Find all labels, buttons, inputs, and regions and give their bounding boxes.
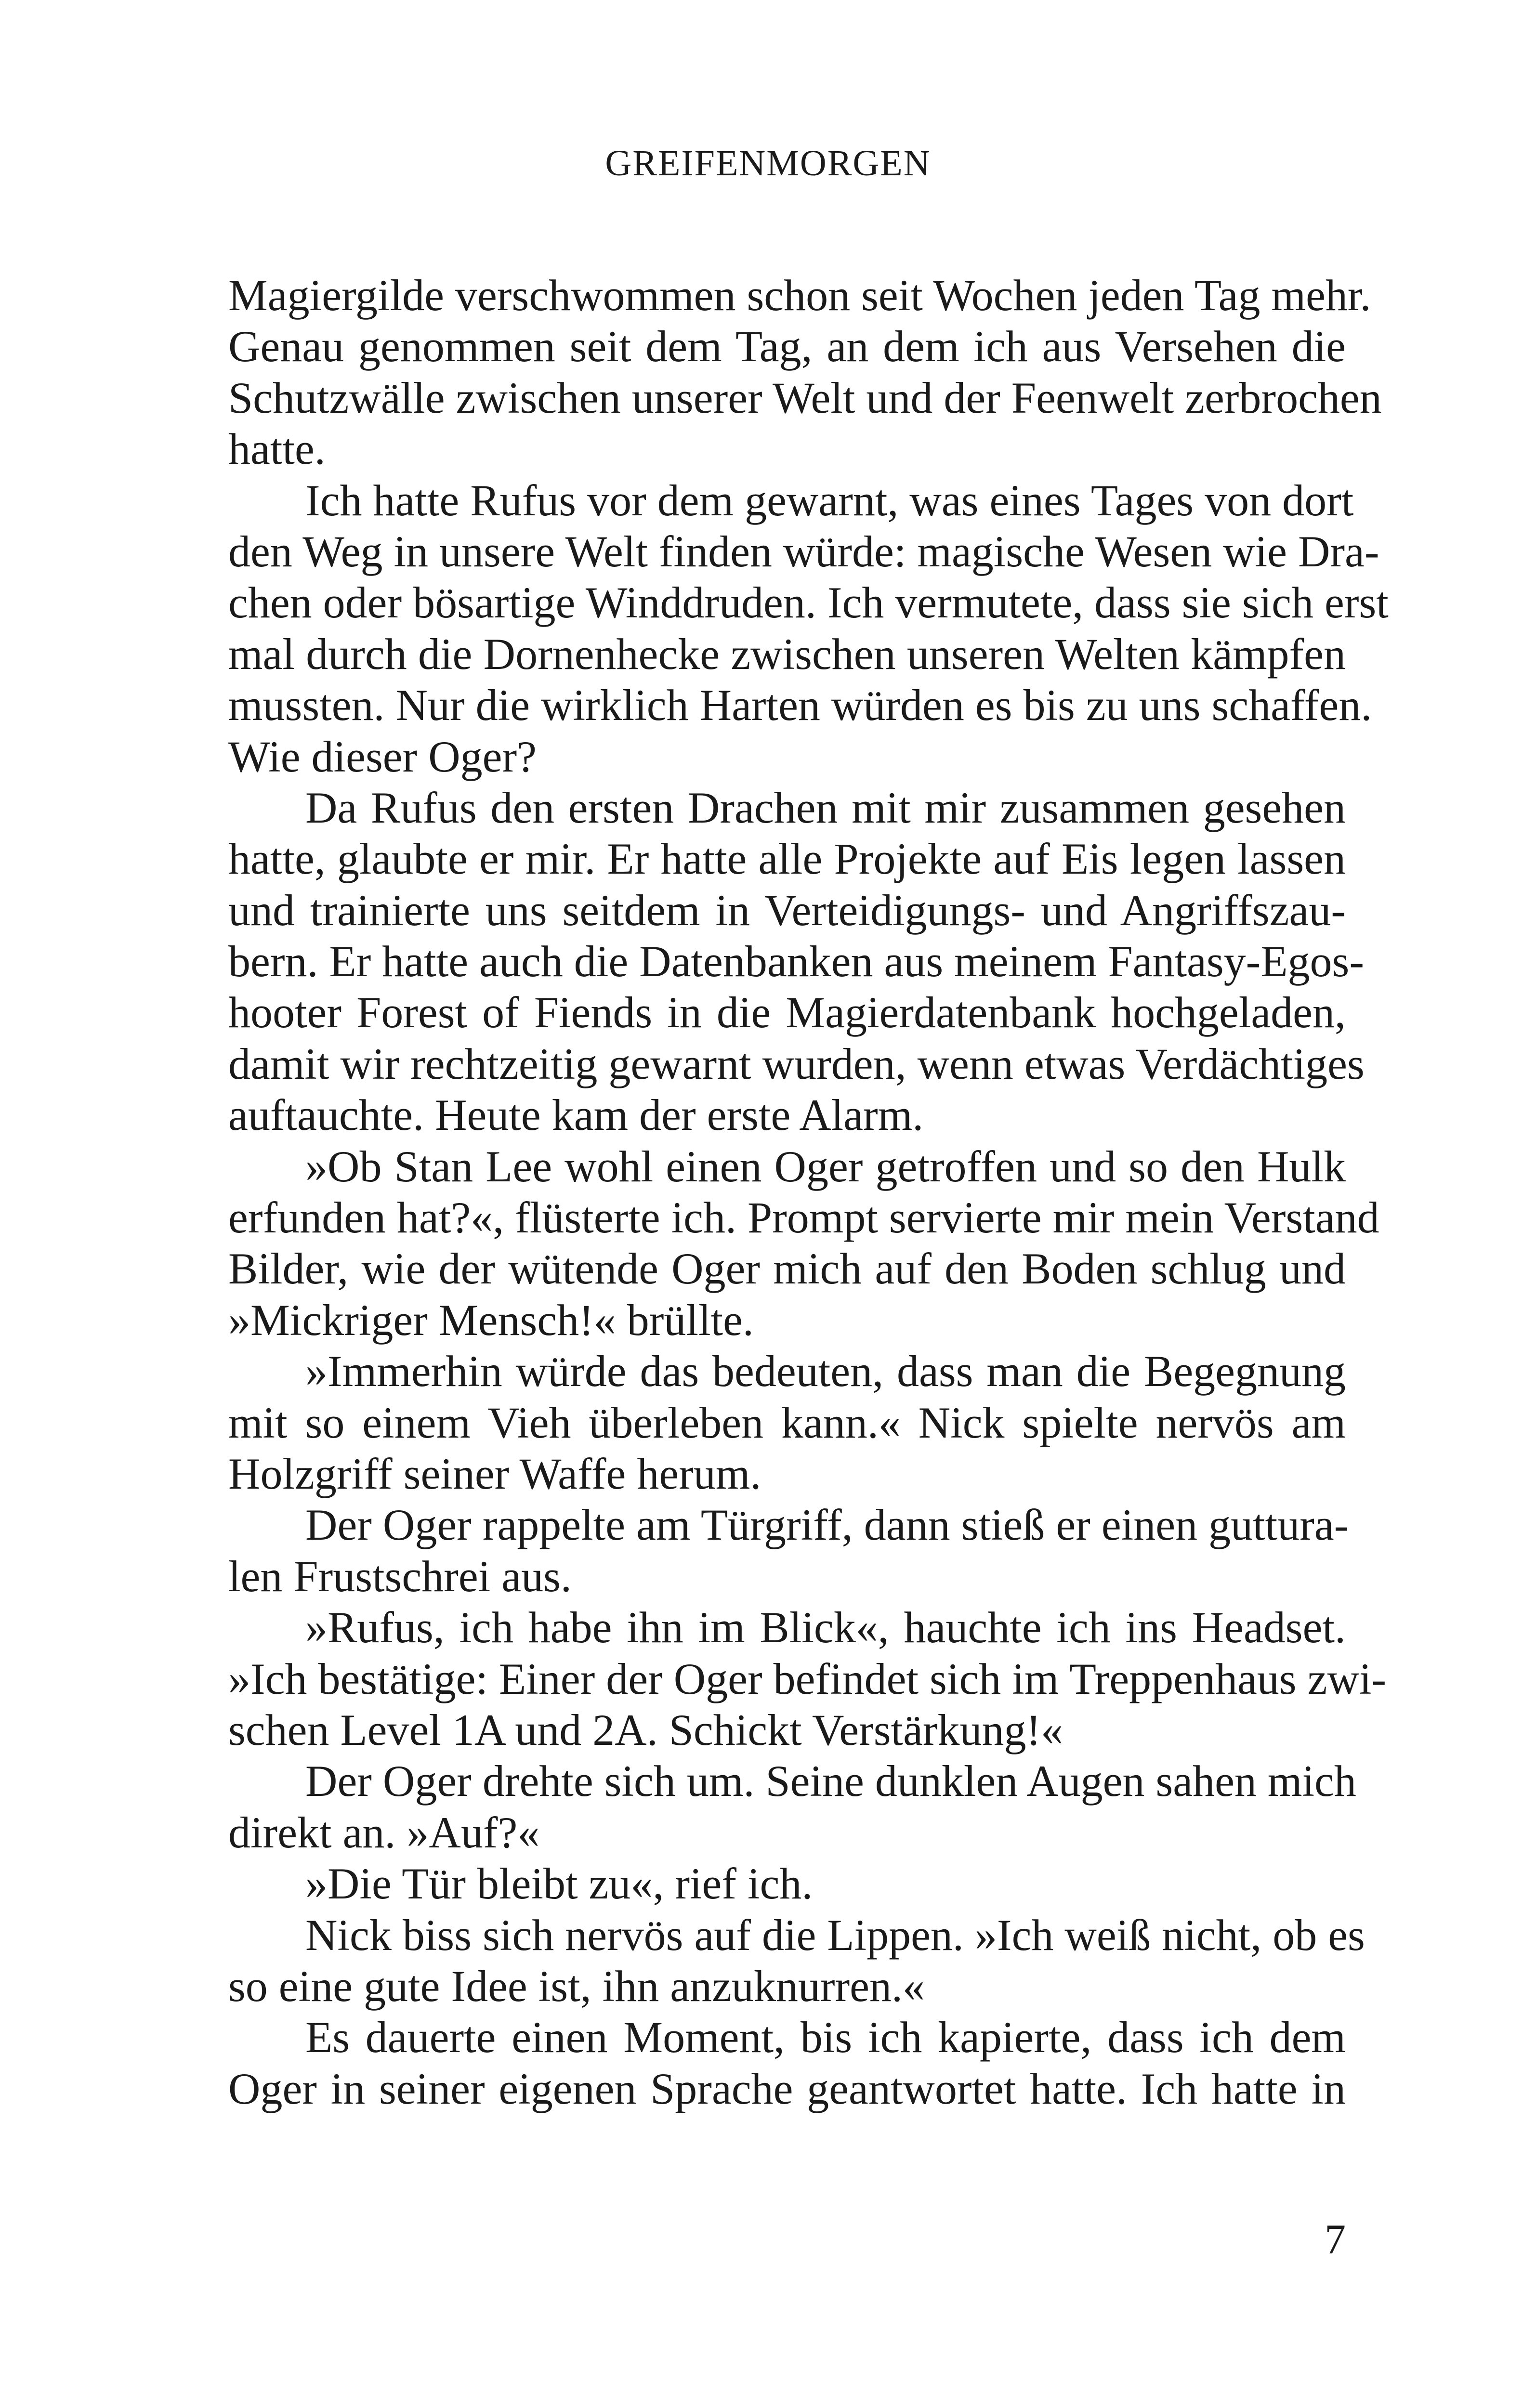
text-line: Ich hatte Rufus vor dem gewarnt, was eines Tages von dort <box>305 475 1354 525</box>
text-line: direkt an. »Auf?« <box>228 1807 540 1857</box>
text-line: Oger in seiner eigenen Sprache geantwortet hatte. Ich hatte in <box>228 2064 1346 2113</box>
text-line: hatte, glaubte er mir. Er hatte alle Projekte auf Eis legen lassen <box>228 834 1346 884</box>
page-number: 7 <box>1325 2216 1346 2263</box>
text-line: Es dauerte einen Moment, bis ich kapierte, dass ich dem <box>305 2013 1346 2062</box>
text-line: Der Oger rappelte am Türgriff, dann stieß er einen guttura- <box>305 1500 1349 1550</box>
text-line: »Ob Stan Lee wohl einen Oger getroffen und so den Hulk <box>305 1141 1346 1191</box>
body-text <box>228 270 1389 2114</box>
text-line: und trainierte uns seitdem in Verteidigungs- und Angriffszau- <box>228 885 1346 935</box>
text-line: so eine gute Idee ist, ihn anzuknurren.« <box>228 1961 925 2011</box>
text-line: damit wir rechtzeitig gewarnt wurden, wenn etwas Verdächtiges <box>228 1039 1365 1088</box>
text-line: Schutzwälle zwischen unserer Welt und der Feenwelt zerbrochen <box>228 373 1382 422</box>
text-line: len Frustschrei aus. <box>228 1551 572 1601</box>
text-line: »Rufus, ich habe ihn im Blick«, hauchte ich ins Headset. <box>305 1603 1346 1652</box>
text-line: »Mickriger Mensch!« brüllte. <box>228 1295 754 1345</box>
text-line: »Immerhin würde das bedeuten, dass man die Begegnung <box>305 1347 1346 1396</box>
text-line: chen oder bösartige Winddruden. Ich vermutete, dass sie sich erst <box>228 578 1389 628</box>
text-line: Bilder, wie der wütende Oger mich auf den Boden schlug und <box>228 1244 1346 1294</box>
text-line: »Ich bestätige: Einer der Oger befindet sich im Treppenhaus zwi- <box>228 1654 1387 1703</box>
text-line: Genau genommen seit dem Tag, an dem ich aus Versehen die <box>228 322 1346 371</box>
text-line: mit so einem Vieh überleben kann.« Nick spielte nervös am <box>228 1398 1346 1447</box>
text-line: erfunden hat?«, flüsterte ich. Prompt servierte mir mein Verstand <box>228 1193 1379 1243</box>
text-line: auftauchte. Heute kam der erste Alarm. <box>228 1090 924 1140</box>
running-head: GREIFENMORGEN <box>605 143 931 183</box>
text-line: bern. Er hatte auch die Datenbanken aus meinem Fantasy-Egos- <box>228 937 1364 986</box>
text-line: mussten. Nur die wirklich Harten würden es bis zu uns schaffen. <box>228 681 1372 730</box>
text-line: schen Level 1A und 2A. Schickt Verstärkung!« <box>228 1705 1063 1754</box>
text-line: Nick biss sich nervös auf die Lippen. »Ich weiß nicht, ob es <box>305 1910 1365 1960</box>
text-line: den Weg in unsere Welt finden würde: magische Wesen wie Dra- <box>228 526 1379 576</box>
text-line: Magiergilde verschwommen schon seit Wochen jeden Tag mehr. <box>228 271 1371 320</box>
text-line: hatte. <box>228 424 326 474</box>
text-line: hooter Forest of Fiends in die Magierdatenbank hochgeladen, <box>228 988 1346 1037</box>
text-line: Wie dieser Oger? <box>228 732 537 781</box>
text-line: Holzgriff seiner Waffe herum. <box>228 1449 761 1498</box>
text-line: Da Rufus den ersten Drachen mit mir zusammen gesehen <box>305 783 1346 832</box>
text-line: mal durch die Dornenhecke zwischen unseren Welten kämpfen <box>228 629 1346 679</box>
text-line: »Die Tür bleibt zu«, rief ich. <box>305 1859 813 1909</box>
text-line: Der Oger drehte sich um. Seine dunklen Augen sahen mich <box>305 1756 1356 1806</box>
